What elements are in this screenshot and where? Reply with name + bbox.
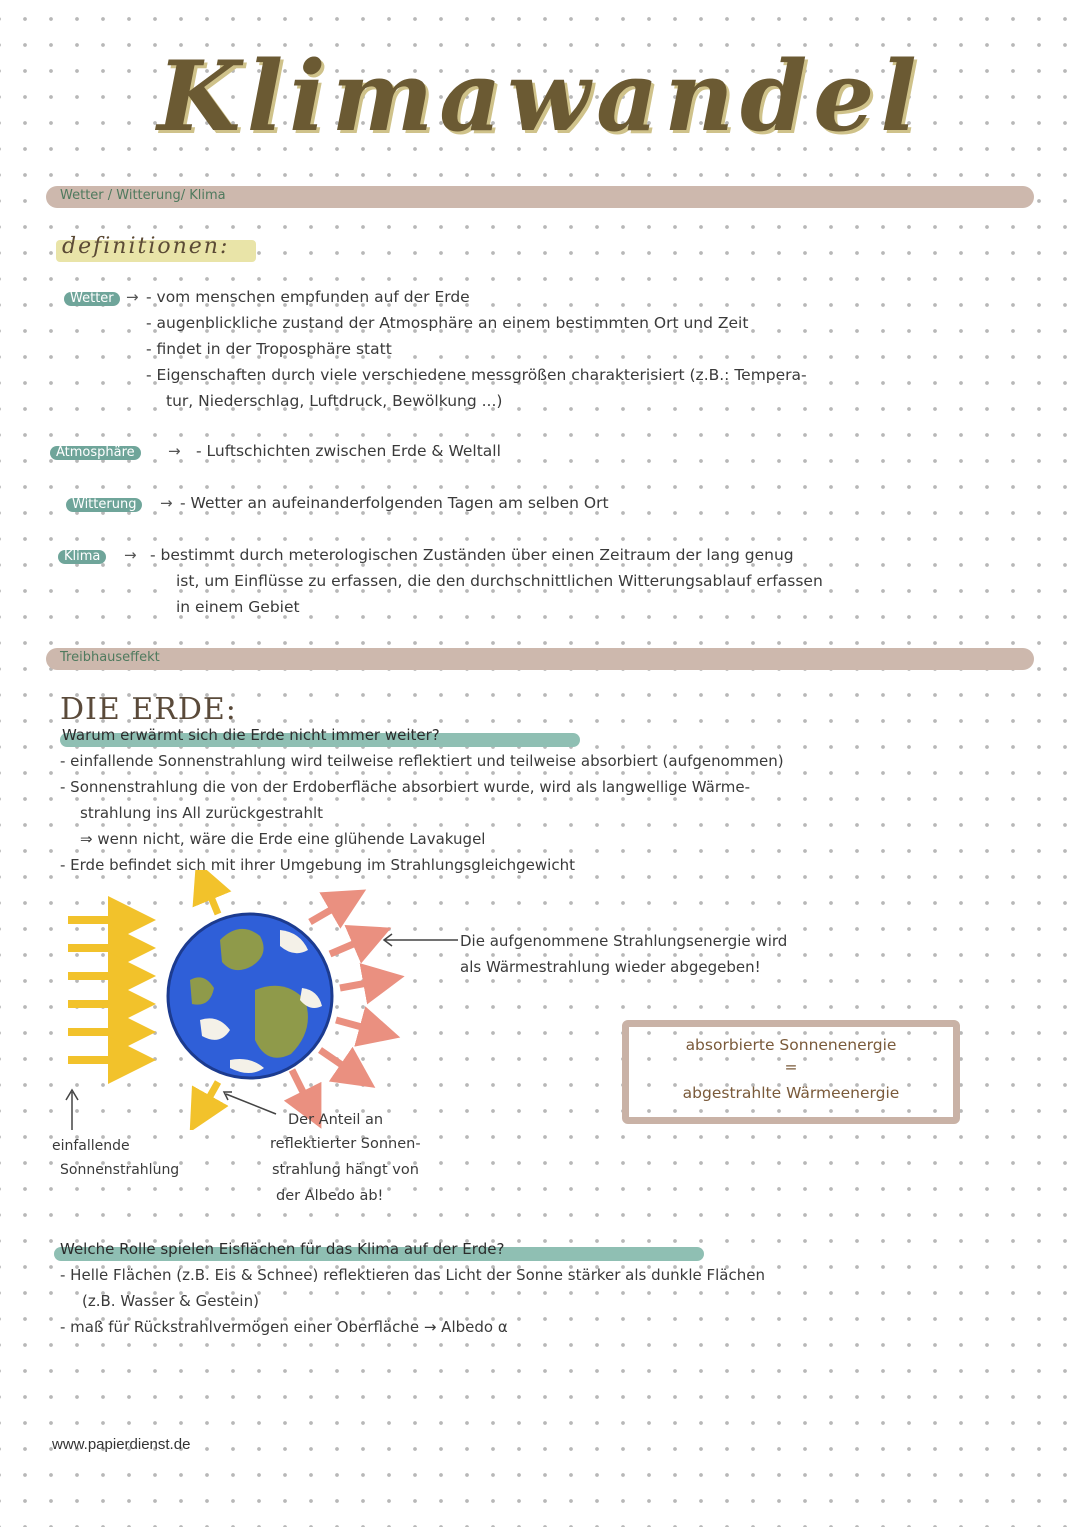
- label-incoming-1: einfallende: [52, 1138, 130, 1154]
- arrow-right-icon: →: [126, 288, 139, 306]
- reflected-ray-arrow: [200, 1082, 218, 1114]
- section-label-wetter: Wetter / Witterung/ Klima: [60, 188, 226, 203]
- label-incoming-2: Sonnenstrahlung: [60, 1162, 180, 1178]
- klima-line-1: - bestimmt durch meterologischen Zuständen über einen Zeitraum der lang genug: [150, 546, 794, 564]
- erde-question: Warum erwärmt sich die Erde nicht immer weiter?: [62, 726, 440, 744]
- wetter-line-2: - augenblickliche zustand der Atmosphäre an einem bestimmten Ort und Zeit: [146, 314, 749, 332]
- box-equals: =: [784, 1058, 798, 1076]
- earth-radiation-diagram: [40, 870, 480, 1130]
- pointer-arrow-icon: [226, 1094, 276, 1114]
- label-albedo-4: der Albedo ab!: [276, 1188, 384, 1204]
- term-atmosphaere: Atmosphäre: [56, 445, 135, 460]
- wetter-line-3: - findet in der Troposphäre statt: [146, 340, 392, 358]
- erde-line-2: - Sonnenstrahlung die von der Erdoberfläche absorbiert wurde, wird als langwellige Wärme-: [60, 778, 751, 796]
- arrow-left-icon: [384, 934, 458, 946]
- wetter-line-5: tur, Niederschlag, Luftdruck, Bewölkung ...): [166, 392, 503, 410]
- heat-ray-arrow: [340, 980, 384, 988]
- arrow-right-icon: →: [160, 494, 173, 512]
- klima-line-3: in einem Gebiet: [176, 598, 300, 616]
- term-witterung: Witterung: [72, 497, 137, 512]
- page-title: Klimawandel: [157, 40, 923, 153]
- arrow-right-icon: →: [124, 546, 137, 564]
- note-pointer-arrow: [380, 930, 460, 950]
- definitions-heading: [62, 234, 229, 259]
- label-pointer-arrows: [66, 1090, 276, 1130]
- footer-url: www.papierdienst.de: [52, 1436, 191, 1453]
- wetter-line-4: - Eigenschaften durch viele verschiedene messgrößen charakterisiert (z.B.: Tempera-: [146, 366, 807, 384]
- wetter-line-1: - vom menschen empfunden auf der Erde: [146, 288, 470, 306]
- erde-line-1: - einfallende Sonnenstrahlung wird teilweise reflektiert und teilweise absorbiert (aufgenommen): [60, 752, 784, 770]
- erde-line-4: ⇒ wenn nicht, wäre die Erde eine glühende Lavakugel: [80, 830, 486, 848]
- definitions-heading-colon: :: [219, 234, 230, 259]
- label-albedo-1: Der Anteil an: [288, 1112, 384, 1128]
- eis-line-3: - maß für Rückstrahlvermögen einer Oberfläche → Albedo α: [60, 1318, 508, 1336]
- label-albedo-3: strahlung hängt von: [272, 1162, 419, 1178]
- witterung-line-1: - Wetter an aufeinanderfolgenden Tagen am selben Ort: [180, 494, 609, 512]
- klima-line-2: ist, um Einflüsse zu erfassen, die den durchschnittlichen Witterungsablauf erfassen: [176, 572, 823, 590]
- term-wetter: Wetter: [70, 291, 114, 306]
- term-tag-klima: [58, 550, 106, 564]
- arrow-right-icon: →: [168, 442, 181, 460]
- diagram-note-line-1: Die aufgenommene Strahlungsenergie wird: [460, 932, 788, 950]
- box-emitted: abgestrahlte Wärmeenergie: [682, 1084, 900, 1102]
- eis-line-2: (z.B. Wasser & Gestein): [82, 1292, 259, 1310]
- erde-heading: DIE ERDE:: [60, 692, 237, 727]
- label-albedo-2: reflektierter Sonnen-: [270, 1136, 421, 1152]
- heat-ray-arrow: [292, 1070, 312, 1110]
- section-label-treibhaus: Treibhauseffekt: [60, 650, 160, 665]
- section-bar-treibhaus: [46, 648, 1034, 670]
- eis-question: Welche Rolle spielen Eisflächen für das Klima auf der Erde?: [60, 1240, 505, 1258]
- heat-ray-arrow: [320, 1050, 358, 1076]
- eis-line-1: - Helle Flächen (z.B. Eis & Schnee) reflektieren das Licht der Sonne stärker als dunkle Flächen: [60, 1266, 765, 1284]
- erde-line-3: strahlung ins All zurückgestrahlt: [80, 804, 324, 822]
- term-klima: Klima: [64, 549, 101, 564]
- definitions-heading-text: definitionen: [62, 234, 220, 259]
- heat-ray-arrow: [330, 936, 372, 954]
- heat-ray-arrow: [310, 900, 348, 922]
- erde-line-5: - Erde befindet sich mit ihrer Umgebung im Strahlungsgleichgewicht: [60, 856, 575, 874]
- diagram-note-line-2: als Wärmestrahlung wieder abgegeben!: [460, 958, 761, 976]
- incoming-sunlight-arrows: [68, 920, 132, 1060]
- box-absorbed: absorbierte Sonnenenergie: [685, 1036, 897, 1054]
- term-tag-wetter: [64, 292, 120, 306]
- term-tag-witterung: [66, 498, 142, 512]
- atmosphaere-line-1: - Luftschichten zwischen Erde & Weltall: [196, 442, 501, 460]
- reflected-ray-arrow: [204, 880, 218, 914]
- term-tag-atmosphaere: [50, 446, 141, 460]
- earth-globe-icon: [168, 914, 332, 1078]
- heat-ray-arrow: [336, 1020, 380, 1032]
